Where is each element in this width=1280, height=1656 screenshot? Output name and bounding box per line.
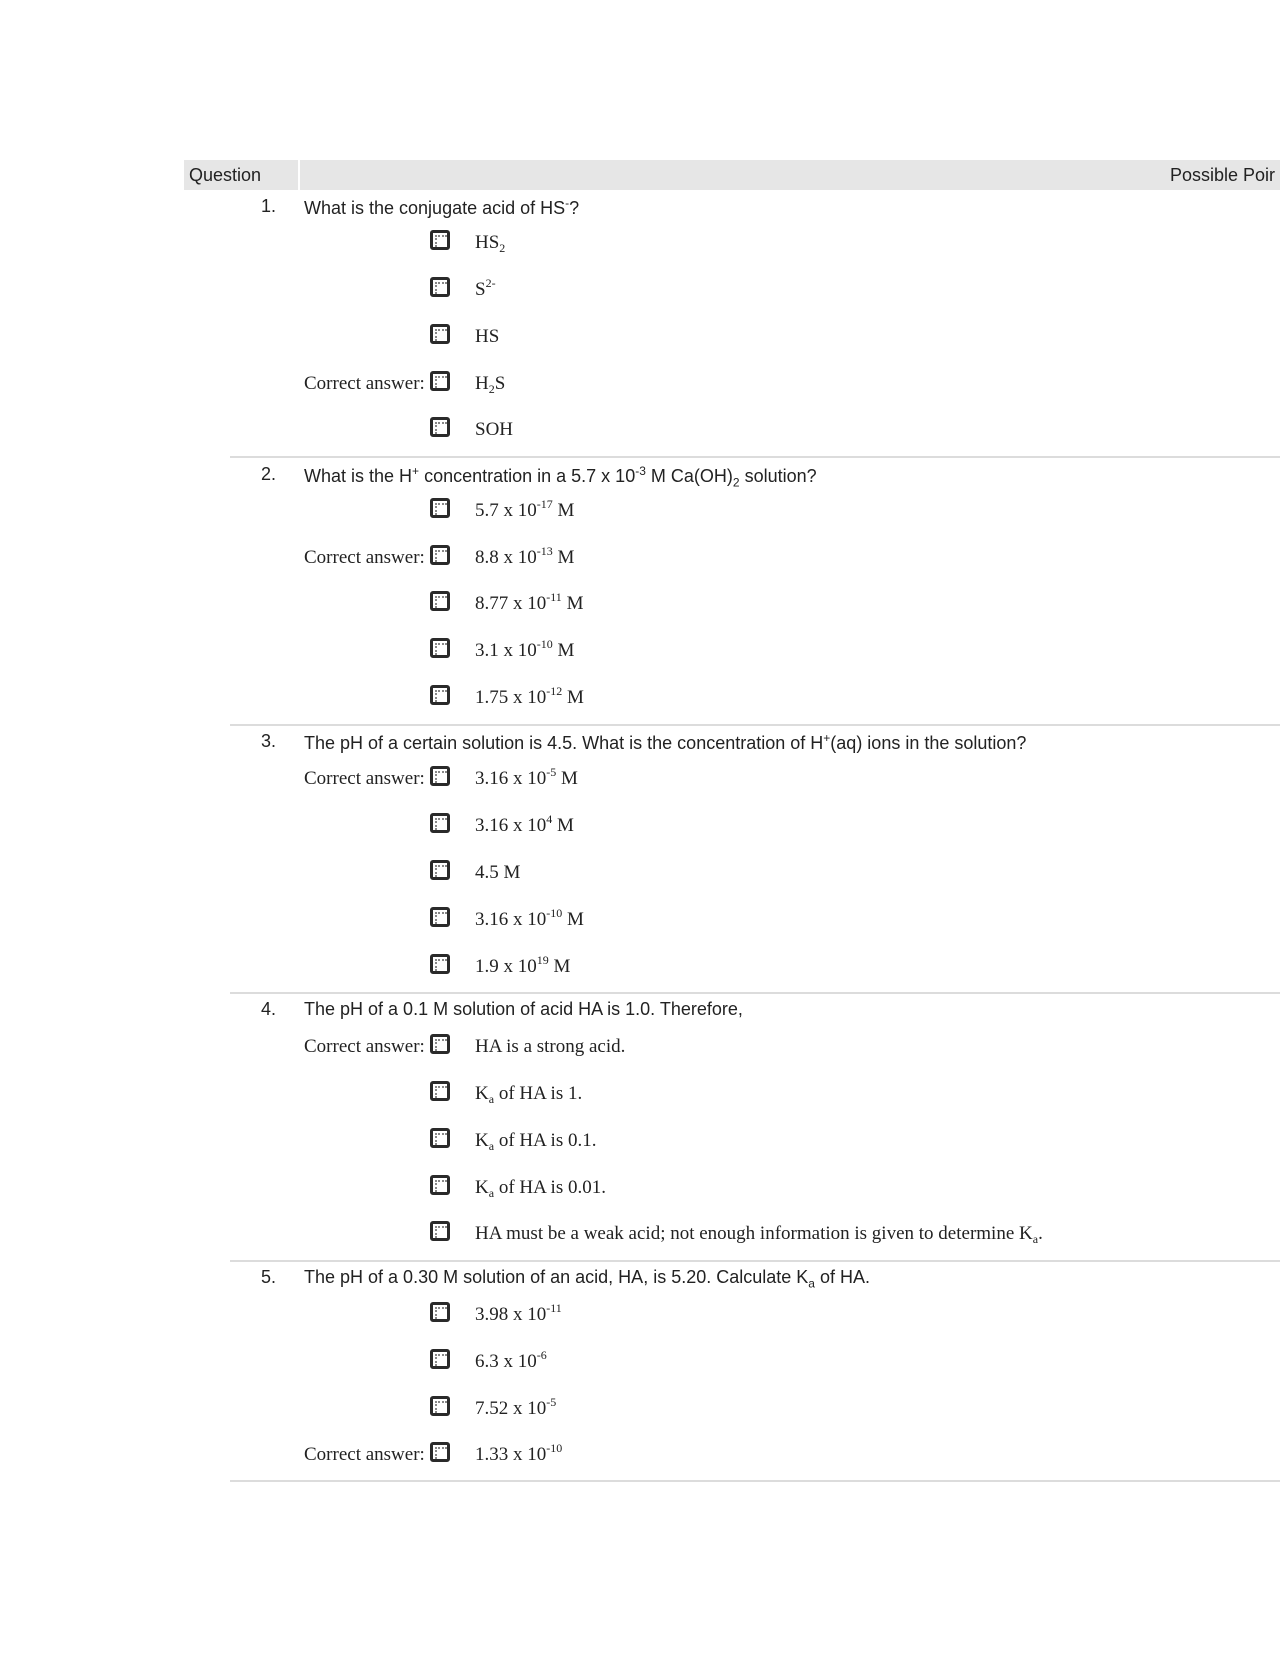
question-separator xyxy=(230,992,1280,994)
answer-radio-icon[interactable] xyxy=(430,685,450,705)
answer-option xyxy=(0,544,1280,572)
answer-option-text: 3.98 x $10^{-11}$ xyxy=(475,1301,562,1325)
correct-answer-label: Correct answer: xyxy=(304,1444,425,1465)
question-text: What is the conjugate acid of HS-? xyxy=(304,196,580,218)
answer-option-text: 5.7 x $10^{-17}$ M xyxy=(475,497,575,521)
answer-radio-icon[interactable] xyxy=(430,638,450,658)
answer-option xyxy=(0,812,1280,840)
answer-radio-icon[interactable] xyxy=(430,371,450,391)
answer-option xyxy=(0,1080,1280,1108)
answer-option-text: 3.16 x $10^{-5}$ M xyxy=(475,765,578,789)
answer-option xyxy=(0,229,1280,257)
answer-option-text: $HS_2$ xyxy=(475,232,506,255)
answer-radio-icon[interactable] xyxy=(430,1302,450,1322)
question-text: The pH of a certain solution is 4.5. What is the concentration of H+(aq) ions in the solution? xyxy=(304,731,1027,753)
answer-radio-icon[interactable] xyxy=(430,1034,450,1054)
answer-option xyxy=(0,370,1280,398)
answer-option xyxy=(0,1348,1280,1376)
answer-option-text: SOH xyxy=(475,419,514,440)
answer-option-text: 1.75 x $10^{-12}$ M xyxy=(475,684,584,708)
answer-option-text: HA is a strong acid. xyxy=(475,1036,626,1057)
answer-option-text: 8.77 x $10^{-11}$ M xyxy=(475,590,584,614)
answer-option xyxy=(0,497,1280,525)
answer-radio-icon[interactable] xyxy=(430,230,450,250)
answer-option xyxy=(0,590,1280,618)
answer-option-text: 3.16 x $10^4$ M xyxy=(475,812,574,836)
answer-option xyxy=(0,1174,1280,1202)
question-text: What is the H+ concentration in a 5.7 x $10^{-3}$ M $Ca(OH)_2$ solution? xyxy=(304,464,817,490)
answer-option xyxy=(0,906,1280,934)
answer-option-text: $S^{2-}$ xyxy=(475,276,496,300)
answer-radio-icon[interactable] xyxy=(430,1221,450,1241)
correct-answer-label: Correct answer: xyxy=(304,768,425,789)
question-number: 3. xyxy=(261,731,277,751)
question-text: The pH of a 0.30 M solution of an acid, HA, is 5.20. Calculate $K_a$ of HA. xyxy=(304,1267,870,1291)
answer-radio-icon[interactable] xyxy=(430,1442,450,1462)
question-text: The pH of a 0.1 M solution of acid HA is 1.0. Therefore, xyxy=(304,999,743,1019)
answer-radio-icon[interactable] xyxy=(430,813,450,833)
question-number: 5. xyxy=(261,1267,277,1287)
answer-radio-icon[interactable] xyxy=(430,324,450,344)
answer-radio-icon[interactable] xyxy=(430,545,450,565)
answer-option-text: 3.1 x $10^{-10}$ M xyxy=(475,637,575,661)
answer-option xyxy=(0,1301,1280,1329)
answer-option-text: 3.16 x $10^{-10}$ M xyxy=(475,906,584,930)
correct-answer-label: Correct answer: xyxy=(304,373,425,394)
answer-option xyxy=(0,859,1280,887)
answer-option xyxy=(0,323,1280,351)
answer-option-text: 8.8 x $10^{-13}$ M xyxy=(475,544,575,568)
header-possible-points-label: Possible Poir xyxy=(1170,165,1276,185)
answer-radio-icon[interactable] xyxy=(430,1081,450,1101)
answer-radio-icon[interactable] xyxy=(430,591,450,611)
answer-option-text: 1.9 x $10^{19}$ M xyxy=(475,953,571,977)
answer-radio-icon[interactable] xyxy=(430,277,450,297)
answer-radio-icon[interactable] xyxy=(430,954,450,974)
answer-radio-icon[interactable] xyxy=(430,498,450,518)
answer-option-text: 7.52 x $10^{-5}$ xyxy=(475,1395,557,1419)
answer-radio-icon[interactable] xyxy=(430,907,450,927)
answer-option-text: HA must be a weak acid; not enough information is given to determine $K_a$. xyxy=(475,1223,1043,1246)
answer-radio-icon[interactable] xyxy=(430,1349,450,1369)
answer-option xyxy=(0,684,1280,712)
question-separator xyxy=(230,456,1280,458)
question-separator xyxy=(230,1260,1280,1262)
answer-option xyxy=(0,1220,1280,1248)
answer-option xyxy=(0,416,1280,444)
correct-answer-label: Correct answer: xyxy=(304,547,425,568)
question-separator xyxy=(230,724,1280,726)
answer-option xyxy=(0,1033,1280,1061)
answer-option xyxy=(0,1127,1280,1155)
answer-option-text: 6.3 x $10^{-6}$ xyxy=(475,1348,547,1372)
answer-option-text: $K_a$ of HA is 0.1. xyxy=(475,1130,597,1153)
answer-radio-icon[interactable] xyxy=(430,1128,450,1148)
answer-option xyxy=(0,1441,1280,1469)
correct-answer-label: Correct answer: xyxy=(304,1036,425,1057)
answer-option-text: $K_a$ of HA is 1. xyxy=(475,1083,583,1106)
question-number: 2. xyxy=(261,464,277,484)
header-question-label: Question xyxy=(189,165,262,185)
table-header-bar xyxy=(184,160,1280,190)
question-number: 4. xyxy=(261,999,277,1019)
answer-option-text: HS xyxy=(475,326,500,347)
question-number: 1. xyxy=(261,196,277,216)
answer-option xyxy=(0,765,1280,793)
answer-radio-icon[interactable] xyxy=(430,1175,450,1195)
answer-option-text: 1.33 x $10^{-10}$ xyxy=(475,1441,563,1465)
answer-option-text: $K_a$ of HA is 0.01. xyxy=(475,1177,606,1200)
answer-option-text: 4.5 M xyxy=(475,862,521,883)
answer-option xyxy=(0,953,1280,981)
answer-option xyxy=(0,1395,1280,1423)
question-separator xyxy=(230,1480,1280,1482)
answer-radio-icon[interactable] xyxy=(430,1396,450,1416)
header-column-divider xyxy=(298,160,300,190)
answer-option-text: $H_2S$ xyxy=(475,373,506,396)
answer-radio-icon[interactable] xyxy=(430,417,450,437)
answer-option xyxy=(0,637,1280,665)
answer-radio-icon[interactable] xyxy=(430,766,450,786)
answer-radio-icon[interactable] xyxy=(430,860,450,880)
answer-option xyxy=(0,276,1280,304)
